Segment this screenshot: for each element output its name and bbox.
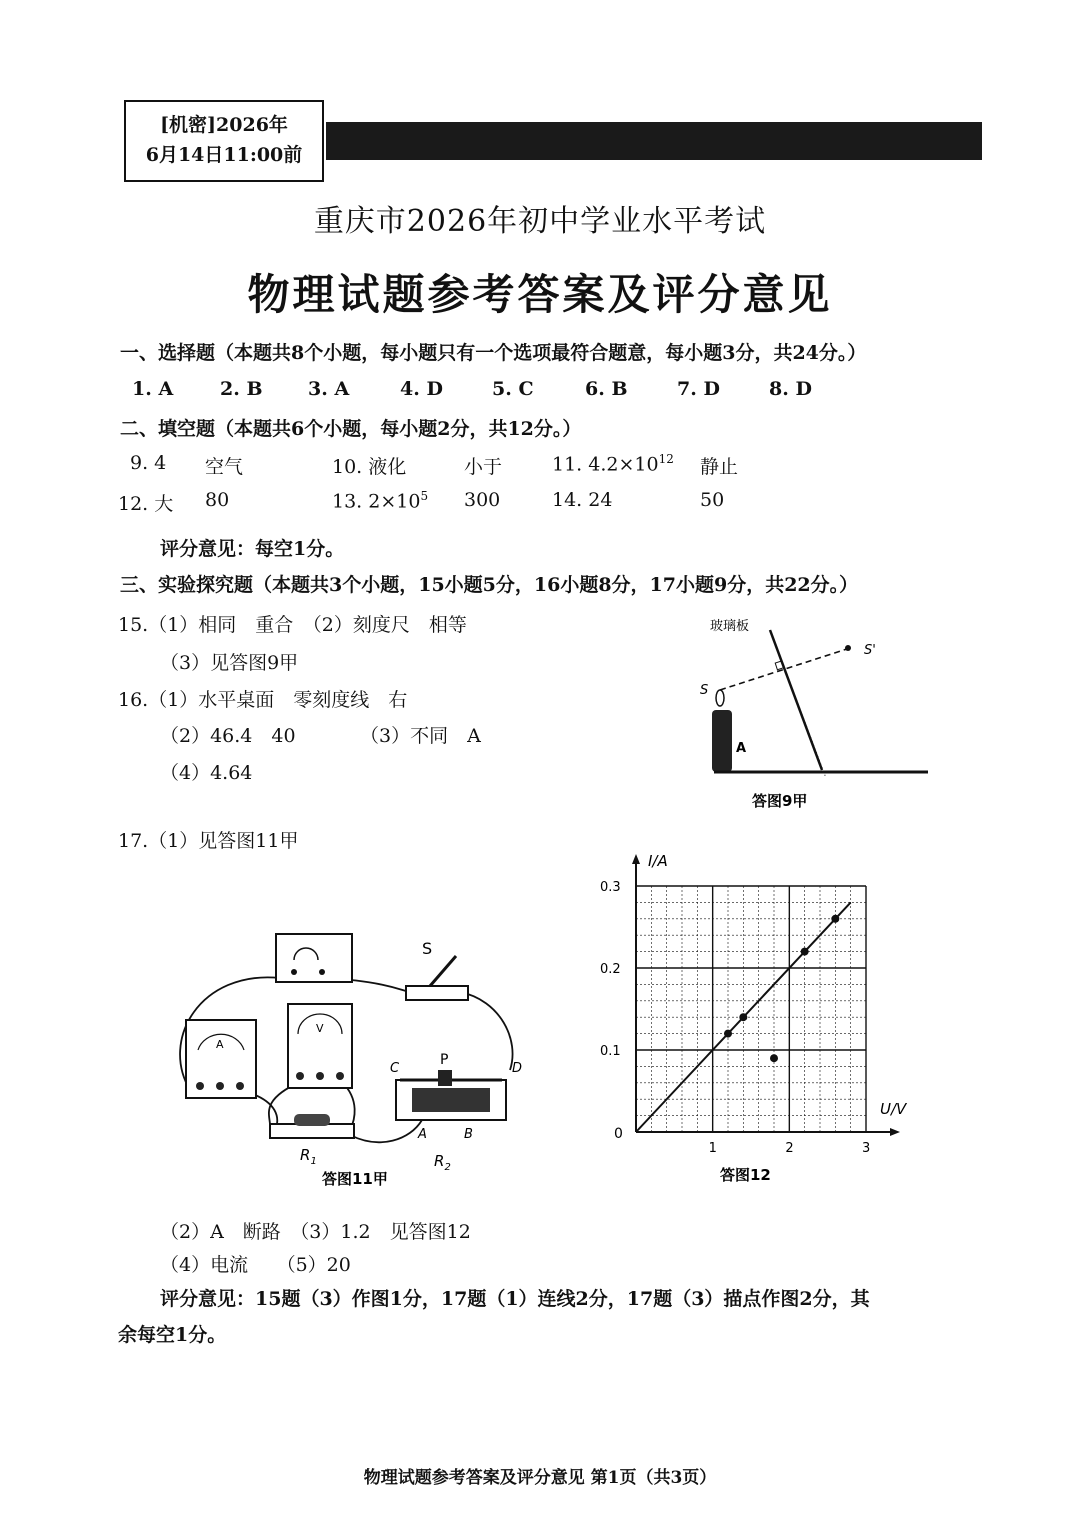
fig9-glass-label: 玻璃板 [710,619,750,634]
voltmeter-terminal-2 [316,1072,324,1080]
section3-note-line1: 评分意见：15题（3）作图1分，17题（1）连线2分，17题（3）描点作图2分，其 [160,1288,870,1310]
x-tick-3: 3 [862,1141,871,1156]
power-terminal-2 [319,969,325,975]
fig9-s-label: S [700,683,709,698]
y-tick-0.1: 0.1 [600,1044,621,1059]
fig11-b-label: B [464,1127,473,1142]
data-points [724,915,839,1062]
voltmeter-label: V [316,1022,324,1035]
data-point-1 [739,1013,747,1021]
fig11-r1-label [300,1146,317,1167]
figure-11-circuit [160,920,540,1190]
data-point-3 [801,948,809,956]
fig11-s-label: S [422,939,433,958]
switch-lever [430,956,456,986]
voltmeter-terminal-3 [336,1072,344,1080]
fig11-p-label: P [440,1052,449,1068]
page-footer: 物理试题参考答案及评分意见 第1页（共3页） [363,1468,717,1488]
fig11-a-label: A [418,1127,427,1142]
fig11-d-label: D [512,1061,523,1076]
q10: 10. 液化 [332,456,407,478]
resistor-r1 [294,1114,330,1126]
y-tick-0.3: 0.3 [600,880,621,895]
q13-b: 300 [464,489,501,511]
power-terminal-1 [291,969,297,975]
answer-6: 6. B [585,378,628,400]
section2-row2 [0,489,1080,515]
power-supply [276,934,352,982]
ammeter-terminal-1 [196,1082,204,1090]
stamp-line1: [机密]2026年 [160,114,288,136]
fig11-r2-label [434,1152,451,1173]
q17-line2: （2）A 断路 （3）1.2 见答图12 [160,1221,471,1243]
q12-b: 80 [205,489,230,511]
answer-8: 8. D [769,378,812,400]
answer-2: 2. B [220,378,263,400]
redaction-bar [326,122,982,160]
fig11-c-label: C [390,1061,400,1076]
image-point [845,645,851,651]
answer-5: 5. C [492,378,534,400]
fig9-a-label: A [736,741,747,756]
q11 [552,452,674,475]
data-point-0 [724,1030,732,1038]
q16-line4: （4）4.64 [160,762,253,784]
rheostat-coil [412,1088,490,1112]
answer-1: 1. A [132,378,174,400]
section3-note-line2: 余每空1分。 [118,1324,227,1346]
data-point-2 [770,1054,778,1062]
r1-letter: R [300,1146,311,1164]
confidential-stamp [124,100,324,182]
q15-line1: 15.（1）相同 重合 （2）刻度尺 相等 [118,614,467,636]
q14-b: 50 [700,489,725,511]
wire-3 [460,992,513,1070]
q9-b: 空气 [205,456,244,478]
y-axis-arrow [632,854,640,864]
q13-exp: 5 [420,489,429,503]
stamp-line2: 6月14日11:00前 [145,144,303,166]
q15-line2: （3）见答图9甲 [160,652,299,674]
q16-line2: （2）46.4 40 [160,725,296,747]
doc-title: 物理试题参考答案及评分意见 [247,270,833,319]
switch-base [406,986,468,1000]
wire-6 [350,1120,422,1142]
section2-note: 评分意见：每空1分。 [160,538,345,560]
fig11-caption: 答图11甲 [322,1170,388,1188]
q17-line1: 17.（1）见答图11甲 [118,830,299,852]
rheostat-slider [438,1070,452,1086]
figure-9 [700,610,940,820]
q16-line3: （3）不同 A [360,725,481,747]
figure-12-chart [590,850,930,1190]
q12: 12. 大 [118,493,174,515]
ammeter-label: A [216,1038,224,1051]
chart-caption: 答图12 [720,1166,771,1184]
section1-answers [0,378,1080,404]
x-axis-label: U/V [880,1100,907,1118]
r1-subscript: 1 [310,1156,317,1167]
fig9-sprime-label: S' [864,643,876,658]
candle-a [712,710,732,772]
wire-7 [342,1082,355,1130]
voltmeter-terminal-1 [296,1072,304,1080]
x-axis-arrow [890,1128,900,1136]
q9: 9. 4 [130,452,167,474]
ammeter-terminal-2 [216,1082,224,1090]
q13 [332,489,428,512]
fig9-caption: 答图9甲 [752,792,808,810]
section1-heading: 一、选择题（本题共8个小题，每小题只有一个选项最符合题意，每小题3分，共24分。） [120,342,867,364]
q11-base: 11. 4.2×10 [552,453,659,476]
section2-heading: 二、填空题（本题共6个小题，每小题2分，共12分。） [120,418,582,440]
answer-4: 4. D [400,378,443,400]
tick-labels [600,880,870,1156]
section3-heading: 三、实验探究题（本题共3个小题，15小题5分，16小题8分，17小题9分，共22分。） [120,574,859,596]
q11-b: 静止 [700,456,739,478]
origin-label: 0 [614,1126,623,1142]
q14: 14. 24 [552,489,613,511]
q11-exp: 12 [658,452,674,466]
y-tick-0.2: 0.2 [600,962,621,977]
candle-flame [716,690,724,706]
r2-subscript: 2 [444,1162,451,1173]
r2-letter: R [434,1152,445,1170]
data-point-4 [831,915,839,923]
q16-line1: 16.（1）水平桌面 零刻度线 右 [118,689,408,711]
q10-b: 小于 [464,456,503,478]
answer-3: 3. A [308,378,350,400]
y-axis-label: I/A [648,852,668,870]
ammeter-terminal-3 [236,1082,244,1090]
x-tick-1: 1 [708,1141,717,1156]
resistor-r1-base [270,1124,354,1138]
section2-row1 [0,452,1080,478]
x-tick-2: 2 [785,1141,794,1156]
answer-7: 7. D [677,378,720,400]
q13-base: 13. 2×10 [332,490,421,513]
glass-plate [770,630,822,770]
exam-title: 重庆市2026年初中学业水平考试 [313,204,767,239]
q17-line3: （4）电流 （5）20 [160,1254,351,1276]
